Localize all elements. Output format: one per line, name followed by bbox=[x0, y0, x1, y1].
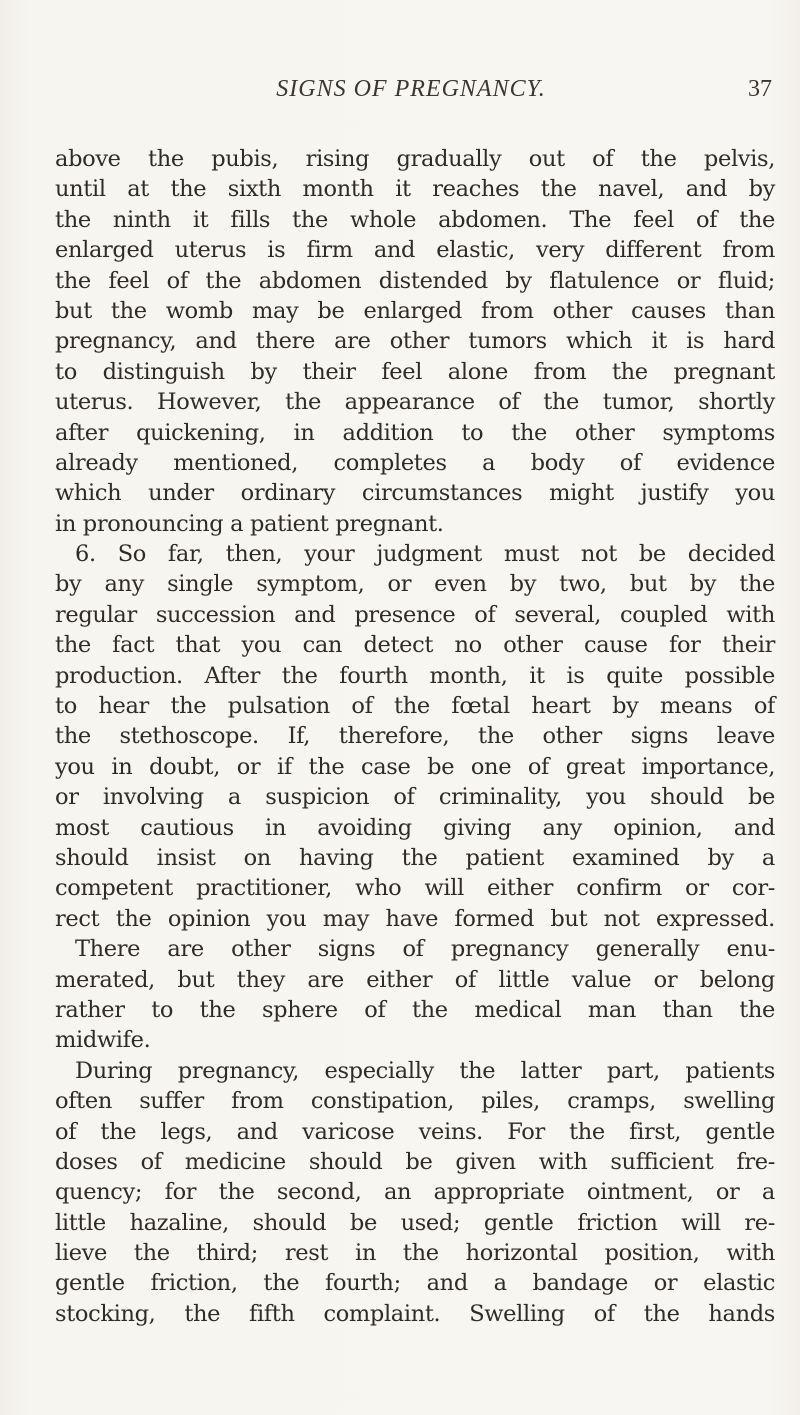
text-line: of the legs, and varicose veins. For the first, gentle bbox=[55, 1118, 775, 1145]
text-line: doses of medicine should be given with sufficient fre- bbox=[55, 1148, 775, 1175]
page-number: 37 bbox=[748, 76, 772, 102]
text-line: little hazaline, should be used; gentle friction will re- bbox=[55, 1209, 775, 1236]
text-line: by any single symptom, or even by two, but by the bbox=[55, 571, 775, 598]
text-line: enlarged uterus is firm and elastic, very different from bbox=[55, 237, 775, 264]
text-line: the fact that you can detect no other cause for their bbox=[55, 632, 775, 659]
text-line: During pregnancy, especially the latter part, patients bbox=[75, 1057, 775, 1084]
text-line: pregnancy, and there are other tumors which it is hard bbox=[55, 328, 775, 355]
text-line: until at the sixth month it reaches the navel, and by bbox=[55, 176, 775, 203]
text-line: 6. So far, then, your judgment must not be decided bbox=[75, 541, 775, 568]
text-line: which under ordinary circumstances might justify you bbox=[55, 480, 775, 507]
text-line: but the womb may be enlarged from other causes than bbox=[55, 297, 775, 324]
running-title: SIGNS OF PREGNANCY. bbox=[276, 76, 546, 102]
text-line: most cautious in avoiding giving any opinion, and bbox=[55, 814, 775, 841]
text-line: merated, but they are either of little value or belong bbox=[55, 966, 775, 993]
text-line: should insist on having the patient examined by a bbox=[55, 844, 775, 871]
text-line: There are other signs of pregnancy generally enu- bbox=[75, 936, 775, 963]
body-text bbox=[55, 144, 775, 1329]
text-line: above the pubis, rising gradually out of the pelvis, bbox=[55, 146, 775, 172]
text-line: quency; for the second, an appropriate ointment, or a bbox=[55, 1179, 775, 1206]
text-line: you in doubt, or if the case be one of great importance, bbox=[55, 753, 775, 780]
text-line: production. After the fourth month, it is quite possible bbox=[55, 662, 775, 689]
text-line: midwife. bbox=[55, 1027, 151, 1054]
text-line: already mentioned, completes a body of evidence bbox=[55, 449, 775, 476]
text-line: to hear the pulsation of the fœtal heart by means of bbox=[55, 693, 775, 720]
text-line: gentle friction, the fourth; and a bandage or elastic bbox=[55, 1270, 775, 1297]
text-line: regular succession and presence of several, coupled with bbox=[55, 601, 775, 628]
text-line: rect the opinion you may have formed but not expressed. bbox=[55, 905, 775, 932]
text-line: the stethoscope. If, therefore, the other signs leave bbox=[55, 723, 775, 750]
text-line: stocking, the fifth complaint. Swelling of the hands bbox=[55, 1300, 775, 1327]
text-line: in pronouncing a patient pregnant. bbox=[55, 510, 444, 537]
text-line: uterus. However, the appearance of the tumor, shortly bbox=[55, 389, 775, 416]
text-line: rather to the sphere of the medical man than the bbox=[55, 996, 775, 1023]
text-line: competent practitioner, who will either confirm or cor- bbox=[55, 875, 775, 902]
text-line: or involving a suspicion of criminality, you should be bbox=[55, 784, 775, 811]
text-line: the feel of the abdomen distended by flatulence or fluid; bbox=[55, 267, 775, 294]
text-line: the ninth it fills the whole abdomen. The feel of the bbox=[55, 206, 775, 233]
text-line: after quickening, in addition to the other symptoms bbox=[55, 419, 775, 446]
text-line: lieve the third; rest in the horizontal position, with bbox=[55, 1240, 775, 1267]
text-line: to distinguish by their feel alone from the pregnant bbox=[55, 358, 775, 385]
text-line: often suffer from constipation, piles, cramps, swelling bbox=[55, 1088, 775, 1115]
